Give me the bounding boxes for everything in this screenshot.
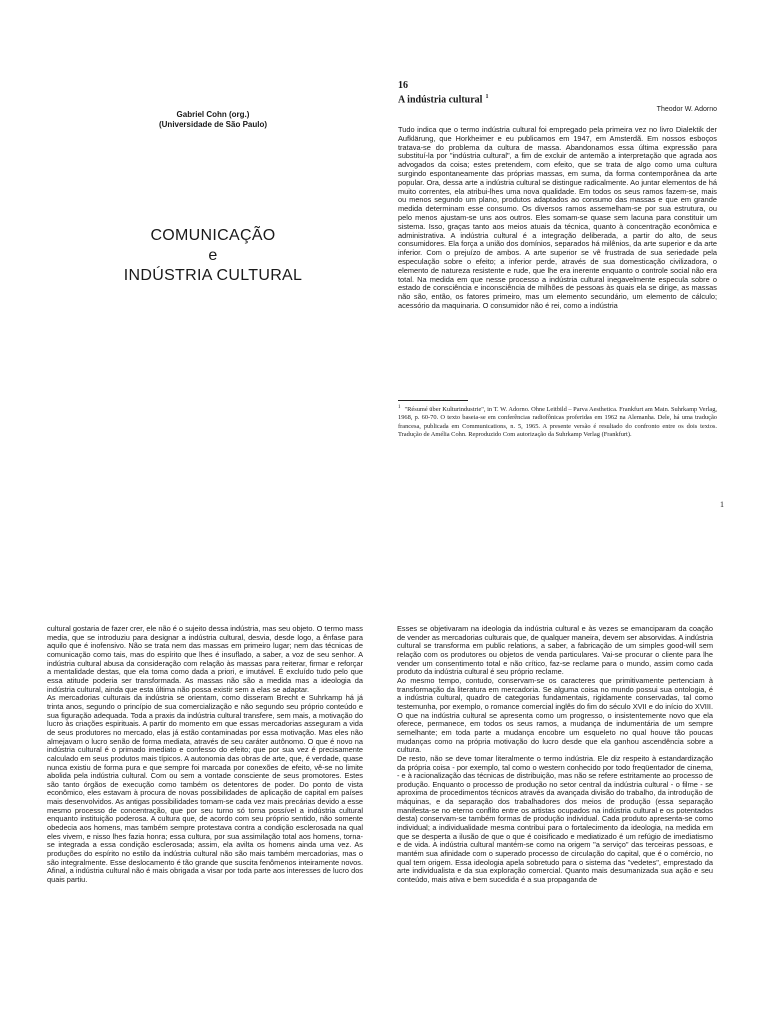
page-two — [0, 545, 768, 1024]
right-paragraph-1: Esses se objetivaram na ideologia da indústria cultural e às vezes se emanciparam da coação de vender as mercadorias culturais que, de qualquer maneira, devem ser absorvidas. A indústria cultural se transforma em public relations, a saber, a fabricação de um simples good-will sem relação com os produtores ou objetos de venda particulares. Vai-se procurar o cliente para lhe vender um consentimento total e não crítico, faz-se reclame para o mundo, assim como cada produto da indústria cultural é seu próprio reclame. — [397, 624, 713, 677]
editor-name: Gabriel Cohn (org.) — [176, 110, 250, 119]
page-number: 1 — [720, 500, 724, 509]
right-paragraph-2: Ao mesmo tempo, contudo, conservam-se os caracteres que primitivamente pertenciam à transformação da literatura em mercadoria. Se alguma coisa no mundo possui sua ontologia, é a indústria cultural, quadro de categorias fundamentais, rigidamente conservadas, tal como testemunha, por exemplo, o romance comercial inglês do fim do século XVII e do início do XVIII. O que na indústria cultural se apresenta como um progresso, o insistentemente novo que ela oferece, permanece, em todos os seus ramos, a mudança de indumentária de um sempre semelhante; em toda parte a mudança encobre um esqueleto no qual houve tão poucas mudanças como na própria motivação do lucro desde que ela ganhou ascendência sobre a cultura. — [397, 675, 713, 755]
footnote-text: "Résumé über Kulturindustrie", in T. W. Adorno. Ohne Leitbild – Parva Aesthetica. Frankfurt am Main. Suhrkamp Verlag, 1968, p. 60-70. O texto baseia-se em conferências radiofônicas proferidas em 1962 na Alemanha. Dele, há uma tradução francesa, publicada em Communications, n. 5, 1965. A presente versão é resultado do confronto entre os dois textos. Tradução de Amélia Cohn. Reproduzido Com autorização da Suhrkamp Verlag (Frankfurt). — [398, 406, 717, 438]
chapter-body — [398, 126, 717, 311]
footnote — [398, 404, 717, 439]
editor-affiliation: (Universidade de São Paulo) — [158, 120, 268, 129]
book-title — [113, 226, 313, 286]
right-paragraph-3: De resto, não se deve tomar literalmente o termo indústria. Ele diz respeito à estandardização da própria coisa - por exemplo, tal como o western conhecido por todo freqüentador de cinema, - e à racionalização das técnicas de distribuição, mas não se refere estritamente ao processo de produção. Enquanto o processo de produção no setor central da indústria cultural - o filme - se aproxima de procedimentos técnicos através da avançada divisão do trabalho, da introdução de máquinas, e da separação dos trabalhadores dos meios de produção (essa separação manifesta-se no eterno conflito entre os artistas ocupados na indústria cultural e os potentados desta) conservam-se também formas de produção individual. Cada produto apresenta-se como individual; a individualidade mesma contribui para o fortalecimento da ideologia, na medida em que se desperta a ilusão de que o que é coisificado e mediatizado é um refúgio de imediatismo e de vida. A indústria cultural mantém-se como na origem "a serviço" das terceiras pessoas, e mantém sua afinidade com o superado processo de circulação do capital, que é o comércio, no qual tem origem. Essa ideologia apela sobretudo para o sistema das "vedetes", emprestado da arte individualista e da sua exploração comercial. Quanto mais desumanizada sua ação e seu conteúdo, mais ativa e bem sucedida é a sua propaganda de — [397, 753, 713, 885]
chapter-body-paragraph: Tudo indica que o termo indústria cultural foi empregado pela primeira vez no livro Dialektik der Aufklärung, que Horkheimer e eu publicamos em 1947, em Amsterdã. Em nossos esboços tratava-se do problema da cultura de massa. Abandonamos essa última expressão para substituí-la por "indústria cultural", a fim de excluir de antemão a interpretação que agrada aos advogados da coisa; estes pretendem, com efeito, que se trata de algo como uma cultura surgindo espontaneamente das próprias massas, em suma, da forma contemporânea da arte popular. Ora, dessa arte a indústria cultural se distingue radicalmente. Ao juntar elementos de há muito correntes, ela atribui-lhes uma nova qualidade. Em todos os seus ramos fazem-se, mais ou menos segundo um plano, produtos adaptados ao consumo das massas e que em grande medida determinam esse consumo. Os diversos ramos assemelham-se por sua estrutura, ou pelo menos ajustam-se uns aos outros. Eles somam-se quase sem lacuna para constituir um sistema. Isso, graças tanto aos meios atuais da técnica, quanto à concentração econômica e administrativa. A indústria cultural é a integração deliberada, a partir do alto, de seus consumidores. Ela força a união dos domínios, separados há milênios, da arte superior e da arte inferior. Com o prejuízo de ambos. A arte superior se vê frustrada de sua seriedade pela especulação sobre o efeito; a inferior perde, através de sua domesticação civilizadora, o elemento de natureza resistente e rude, que lhe era inerente enquanto o controle social não era total. Na medida em que nesse processo a indústria cultural inegavelmente especula sobre o estado de consciência e inconsciência de milhões de pessoas às quais ela se dirige, as massas não são, então, os fatores primeiro, mas um elemento secundário, um elemento de cálculo; acessório da maquinaria. O consumidor não é rei, como a indústria — [398, 125, 717, 310]
book-title-line-1: COMUNICAÇÃO — [150, 227, 276, 244]
chapter-footnote-mark: 1 — [485, 94, 489, 100]
left-column — [47, 625, 363, 885]
book-title-line-3: INDÚSTRIA CULTURAL — [123, 267, 303, 284]
left-paragraph-1: cultural gostaria de fazer crer, ele não é o sujeito dessa indústria, mas seu objeto. O termo mass media, que se introduziu para designar a indústria cultural, desvia, desde logo, a ênfase para aquilo que é inofensivo. Não se trata nem das massas em primeiro lugar; nem das técnicas de comunicação como tais, mas do espírito que lhes é insuflado, a saber, a voz de seu senhor. A indústria cultural abusa da consideração com relação às massas para reiterar, firmar e reforçar a mentalidade destas, que ela toma como dada a priori, e imutável. É excluído tudo pelo que essa atitude poderia ser transformada. As massas não são a medida mas a ideologia da indústria cultural, ainda que esta última não possa existir sem a elas se adaptar. — [47, 624, 363, 694]
chapter-number: 16 — [398, 80, 408, 91]
left-paragraph-2: As mercadorias culturais da indústria se orientam, como disseram Brecht e Suhrkamp há já trinta anos, segundo o princípio de sua comercialização e não segundo seu próprio conteúdo e sua figuração adequada. Toda a praxis da indústria cultural transfere, sem mais, a motivação do lucro às criações espirituais. A partir do momento em que essas mercadorias asseguram a vida de seus produtores no mercado, elas já estão contaminadas por essa motivação. Mas eles não almejavam o lucro senão de forma mediata, através de seu caráter autônomo. O que é novo na indústria cultural é o primado imediato e confesso do efeito; que por sua vez é precisamente calculado em seus produtos mais típicos. A autonomia das obras de arte, que, é verdade, quase nunca existiu de forma pura e que sempre foi marcada por conexões de efeito, vê-se no limite abolida pela indústria cultural. Com ou sem a vontade consciente de seus promotores. Estes são tanto órgãos de execução como também os detentores de poder. Do ponto de vista econômico, eles estavam à procura de novas possibilidades de aplicação de capital em países mais desenvolvidos. As antigas possibilidades tornam-se cada vez mais precárias devido a esse mesmo processo de concentração, que por seu turno só torna possível a indústria cultural enquanto instituição poderosa. A cultura que, de acordo com seu próprio sentido, não somente obedecia aos homens, mas também sempre protestava contra a condição esclerosada na qual eles vivem, e nisso lhes fazia honra; essa cultura, por sua assimilação total aos homens, torna-se integrada a essa condição esclerosada; assim, ela avilta os homens ainda uma vez. As produções do espírito no estilo da indústria cultural não são mais também mercadorias, mas o são integralmente. Esse deslocamento é tão grande que suscita fenômenos inteiramente novos. Afinal, a indústria cultural não é mais obrigada a visar por toda parte aos interesses de lucro dos quais partiu. — [47, 693, 363, 885]
chapter-author: Theodor W. Adorno — [656, 106, 717, 113]
chapter-title — [398, 94, 488, 105]
book-title-line-2: e — [208, 247, 218, 264]
footnote-divider — [398, 400, 468, 401]
footnote-number: 1 — [398, 405, 401, 410]
book-editor — [113, 110, 313, 130]
chapter-title-text: A indústria cultural — [398, 94, 483, 106]
right-column — [397, 625, 713, 885]
